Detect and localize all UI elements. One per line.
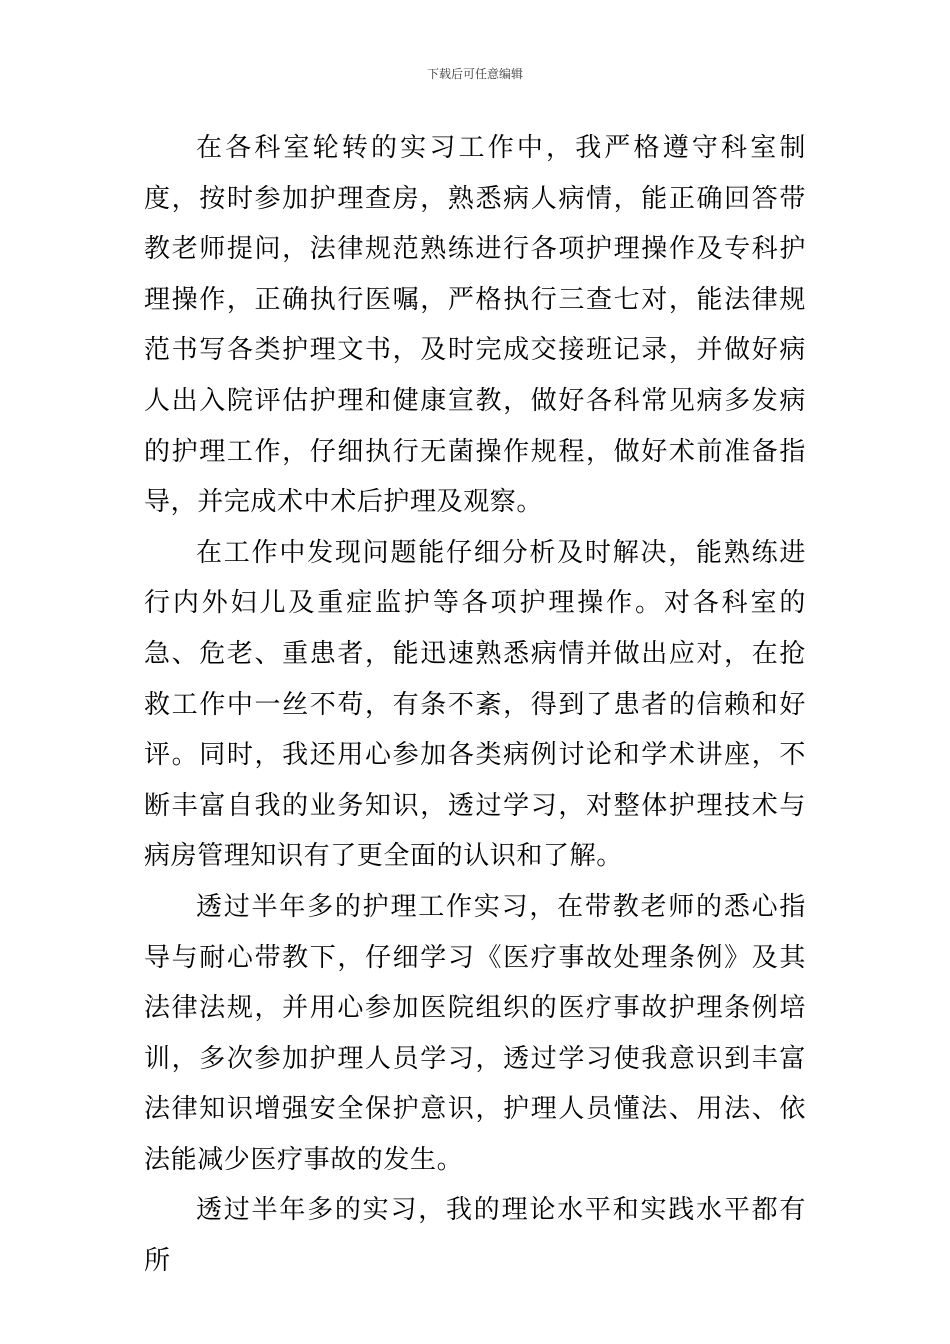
body-text: [144, 123, 806, 1287]
paragraph-2: 在工作中发现问题能仔细分析及时解决，能熟练进行内外妇儿及重症监护等各项护理操作。对各科室的急、危老、重患者，能迅速熟悉病情并做出应对，在抢救工作中一丝不苟，有条不紊，得到了患者的信赖和好评。同时，我还用心参加各类病例讨论和学术讲座，不断丰富自我的业务知识，透过学习，对整体护理技术与病房管理知识有了更全面的认识和了解。: [144, 537, 806, 872]
paragraph-4: 透过半年多的实习，我的理论水平和实践水平都有所: [144, 1195, 806, 1277]
paragraph-3: 透过半年多的护理工作实习，在带教老师的悉心指导与耐心带教下，仔细学习《医疗事故处理条例》及其法律法规，并用心参加医院组织的医疗事故护理条例培训，多次参加护理人员学习，透过学习使我意识到丰富法律知识增强安全保护意识，护理人员懂法、用法、依法能减少医疗事故的发生。: [144, 891, 806, 1175]
header-note: 下载后可任意编辑: [426, 67, 523, 81]
paragraph-1: 在各科室轮转的实习工作中，我严格遵守科室制度，按时参加护理查房，熟悉病人病情，能正确回答带教老师提问，法律规范熟练进行各项护理操作及专科护理操作，正确执行医嘱，严格执行三查七对，能法律规范书写各类护理文书，及时完成交接班记录，并做好病人出入院评估护理和健康宣教，做好各科常见病多发病的护理工作，仔细执行无菌操作规程，做好术前准备指导，并完成术中术后护理及观察。: [144, 133, 806, 518]
